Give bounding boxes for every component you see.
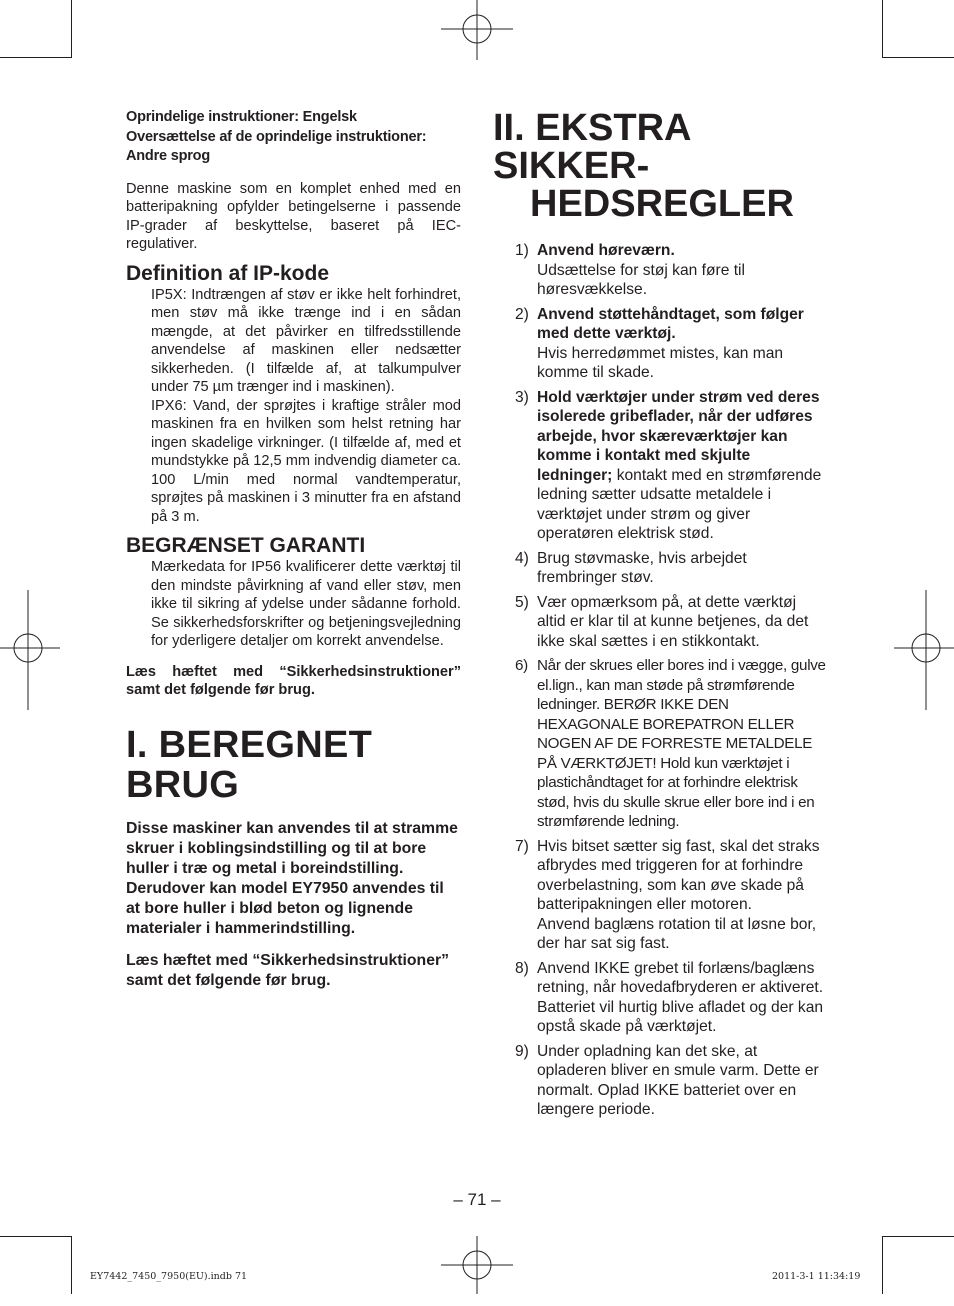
read-note: Læs hæftet med “Sikkerhedsinstruktioner” samt det følgende før brug. [126,663,461,698]
list-item [493,241,829,300]
item-text: Hvis herredømmet mistes, kan man komme til skade. [537,344,784,381]
intro-paragraph: Denne maskine som en komplet enhed med en batteripakning opfylder betingelserne i passende IP-grader af beskyttelse, baseret på IEC-regulativer. [126,180,461,252]
translation-header [126,108,461,167]
item-number: 6) [515,657,528,674]
list-item [493,1042,829,1120]
list-item [493,656,829,832]
section-title-safety-rules [493,109,829,223]
read-note: Læs hæftet med “Sikkerhedsinstruktioner” samt det følgende før brug. [126,951,450,989]
item-number: 3) [515,388,529,406]
item-text: Anvend baglæns rotation til at løsne bor, der har sat sig fast. [537,915,817,952]
ip5x-paragraph: IP5X: Indtrængen af støv er ikke helt forhindret, men støv må ikke trænge ind i en sådan mængde, at det påvirker en tilfredsstillende anvendelse af maskinen eller nedsætter sikkerheden. (I tilfælde af, at talkumpulver under 75 µm trænger ind i maskinen). [151,286,461,395]
section-title-intended-use: I. BEREGNET BRUG [126,723,373,806]
footer-filename: EY7442_7450_7950(EU).indb 71 [90,1271,248,1282]
item-bold-text: Anvend støttehåndtaget, som følger med dette værktøj. [537,305,804,342]
item-text: Under opladning kan det ske, at opladeren bliver en smule varm. Dette er normalt. Oplad IKKE batteriet over en længere periode. [537,1042,819,1118]
title-line: HEDSREGLER [530,183,794,225]
crop-mark [0,57,72,58]
item-text: Vær opmærksom på, at dette værktøj altid er klar til at kunne betjenes, da det ikke skal sættes i en stikkontakt. [537,593,809,650]
list-item [493,549,829,588]
registration-mark-top [441,0,511,70]
item-number: 5) [515,593,529,611]
item-text: Brug støvmaske, hvis arbejdet frembringer støv. [537,549,747,586]
list-item [493,837,829,954]
list-item [493,959,829,1037]
registration-mark-left [0,590,70,660]
item-number: 4) [515,549,529,567]
crop-mark [71,0,72,58]
safety-rules-list [493,241,829,1120]
warranty-heading: BEGRÆNSET GARANTI [126,534,366,557]
header-line: Oversættelse af de oprindelige instruktioner: [126,128,427,145]
footer-datetime: 2011-3-1 11:34:19 [772,1271,861,1282]
ip-code-heading: Definition af IP-kode [126,261,330,285]
page-number: – 71 – [453,1190,501,1209]
item-text: kontakt med en strømførende ledning sætter udsatte metaldele i værktøjet under strøm og giver operatøren elektrisk stød. [537,466,822,542]
crop-mark [71,1236,72,1294]
header-line: Andre sprog [126,148,210,164]
left-column [126,108,461,991]
item-bold-text: Hold værktøjer under strøm ved deres isolerede gribeflader, når der udføres arbejde, hvor skæreværktøjer kan komme i kontakt med skjulte ledninger; [537,388,820,484]
header-line: Oprindelige instruktioner: Engelsk [126,109,357,125]
warranty-paragraph: Mærkedata for IP56 kvalificerer dette værktøj til den mindste påvirkning af vand eller støv, men ikke til sikring af ydelse under sådanne forhold. Se sikkerhedsforskrifter og betjeningsvejledning for yderligere detaljer om korrekt anvendelse. [151,559,461,649]
item-number: 9) [515,1042,529,1060]
crop-mark [0,1236,72,1237]
list-item [493,305,829,383]
item-bold-text: Anvend høreværn. [537,242,675,259]
right-column [493,108,829,1125]
crop-mark [882,0,883,58]
registration-mark-bottom [441,1236,511,1306]
list-item [493,593,829,652]
item-text: Anvend IKKE grebet til forlæns/baglæns retning, når hovedafbryderen er aktiveret. Batteriet vil hurtig blive afladet og der kan opstå skade på værktøjet. [537,959,824,1035]
item-number: 2) [515,305,529,323]
intended-use-paragraph: Disse maskiner kan anvendes til at stramme skruer i koblingsindstilling og til at bore huller i træ og metal i boreindstilling. Derudover kan model EY7950 anvendes til at bore huller i blød beton og lignende materialer i hammerindstilling. [126,819,458,937]
registration-mark-right [894,590,954,660]
crop-mark [882,1236,883,1294]
item-number: 7) [515,837,529,855]
ipx6-paragraph: IPX6: Vand, der sprøjtes i kraftige stråler mod maskinen fra en hvilken som helst retning har ingen skadelige virkninger. (I tilfælde af, med et mundstykke på 12,5 mm indvendig diameter ca. 100 L/min med normal vandtemperatur, sprøjtes på maskinen i 3 minutter fra en afstand på 3 m. [151,397,461,525]
item-text: Hvis bitset sætter sig fast, skal det straks afbrydes med triggeren for at forhindre overbelastning, som kan øve skade på batteripakningen eller motoren. [537,837,820,913]
crop-mark [882,1236,954,1237]
title-line: II. EKSTRA SIKKER- [493,107,691,187]
item-text: Udsættelse for støj kan føre til høresvækkelse. [537,261,745,298]
item-text: Når der skrues eller bores ind i vægge, gulve el.lign., kan man støde på strømførende ledninger. BERØR IKKE DEN HEXAGONALE BOREPATRON ELLER NOGEN AF DE FORRESTE METALDELE PÅ VÆRKTØJET! Hold kun værktøjet i plastichåndtaget for at forhindre elektrisk stød, hvis du skulle skrue eller bore ind i en strømførende ledning. [537,657,826,830]
crop-mark [882,57,954,58]
item-number: 1) [515,242,529,259]
item-number: 8) [515,959,529,977]
list-item [493,388,829,544]
